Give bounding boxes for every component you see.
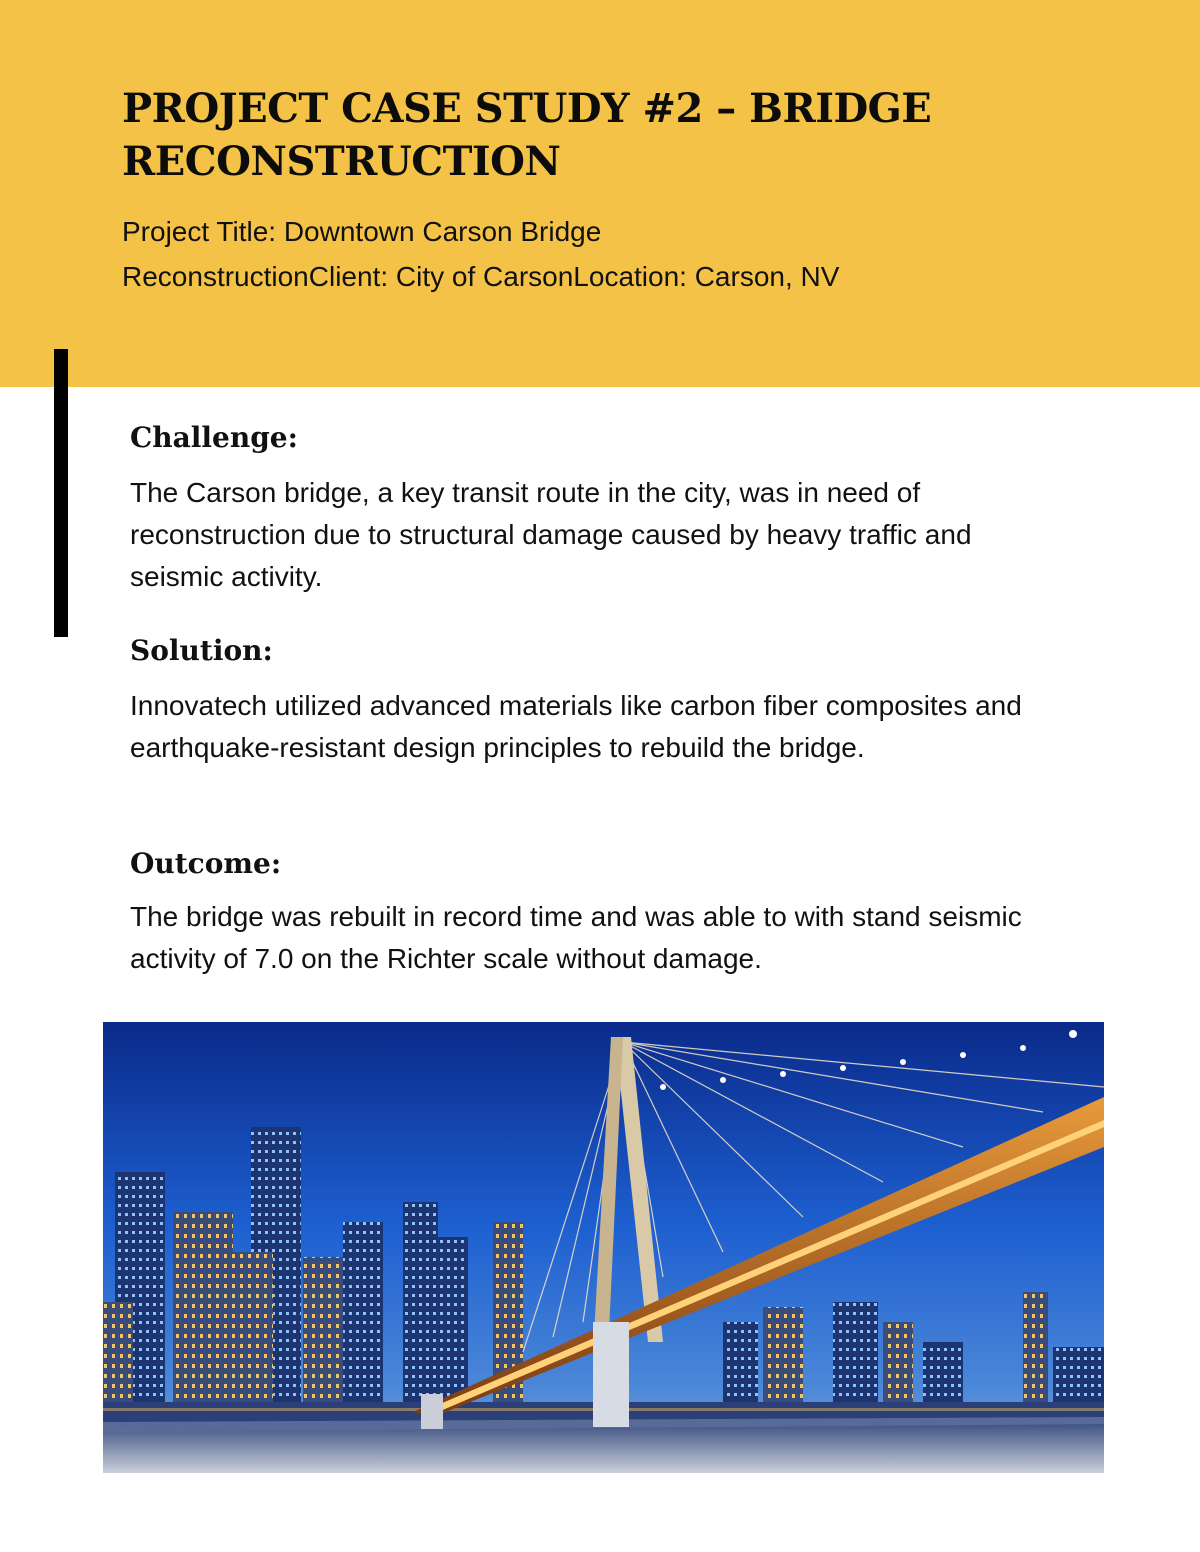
challenge-text: The Carson bridge, a key transit route in the city, was in need of reconstruction due to structural damage caused by heavy traffic and seismic activity. [130,477,972,592]
header-band [0,0,1200,387]
solution-heading: Solution: [130,634,273,667]
accent-bar [54,349,68,637]
project-meta-line-2: ReconstructionClient: City of CarsonLocation: Carson, NV [122,261,840,292]
page-title: PROJECT CASE STUDY #2 – BRIDGE RECONSTRUCTION [122,85,932,185]
outcome-heading: Outcome: [130,847,282,880]
project-meta-line-1: Project Title: Downtown Carson Bridge [122,216,602,247]
outcome-text: The bridge was rebuilt in record time and was able to with stand seismic activity of 7.0 on the Richter scale without damage. [130,901,1022,974]
project-meta [122,209,1082,299]
bridge-pier [593,1322,629,1427]
bridge-skyline-illustration [103,1022,1104,1473]
solution-text: Innovatech utilized advanced materials like carbon fiber composites and earthquake-resistant design principles to rebuild the bridge. [130,690,1022,763]
bridge-photo [103,1022,1104,1473]
challenge-heading: Challenge: [130,421,298,454]
